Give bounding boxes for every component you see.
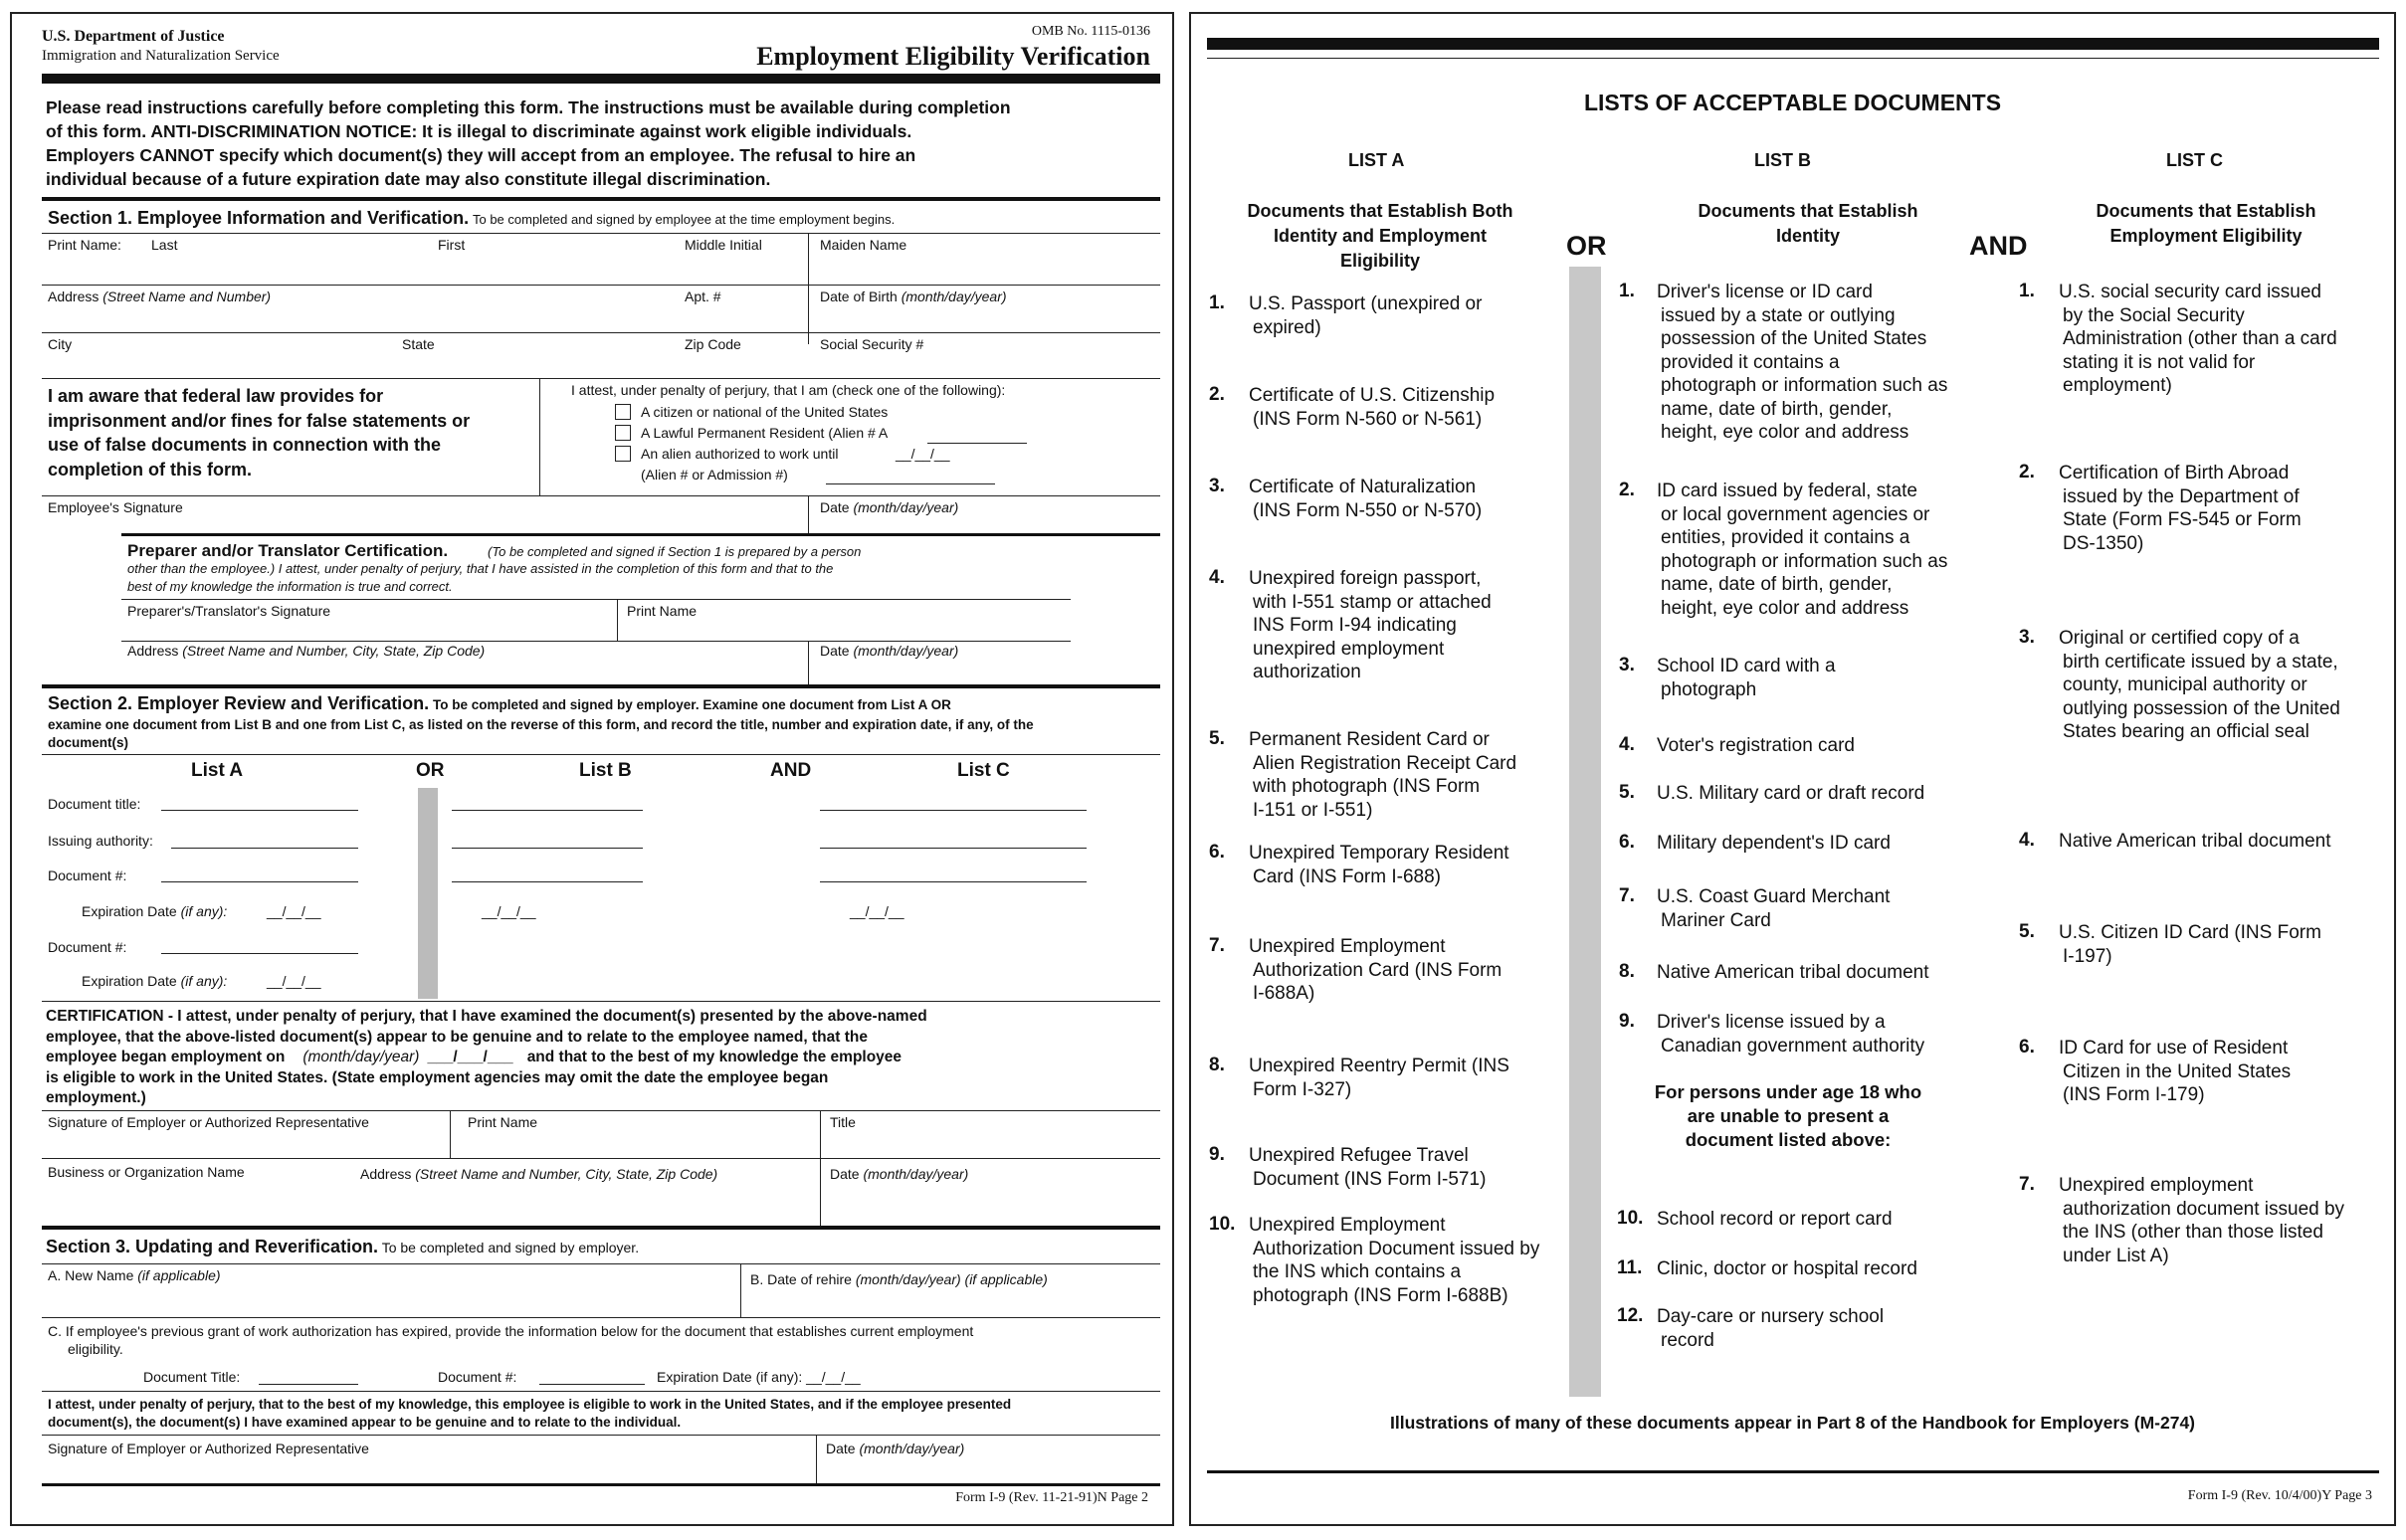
rule — [808, 641, 809, 686]
document-item-line: with photograph (INS Form — [1253, 776, 1481, 797]
reverify-attestation: I attest, under penalty of perjury, that to the best of my knowledge, this employee is eligible to work in the United States, and if the employee presented — [48, 1397, 1012, 1412]
document-item-line: issued by the Department of — [2063, 485, 2300, 507]
last-name-field[interactable]: Last — [151, 237, 178, 253]
item-number: 3. — [1619, 655, 1635, 675]
document-item-line: I-197) — [2063, 945, 2112, 967]
rule — [42, 378, 1160, 379]
list-b-heading: LIST B — [1754, 150, 1811, 170]
doc-number-label: Document #: — [48, 867, 127, 883]
document-item-line: county, municipal authority or — [2063, 674, 2307, 695]
reverify-doc-number-field[interactable] — [539, 1384, 645, 1385]
business-address-field[interactable]: Address (Street Name and Number, City, State, Zip Code) — [360, 1166, 718, 1182]
section2-heading: Section 2. Employer Review and Verification. To be completed and signed by employer. Examine one document from List A OR — [48, 693, 951, 713]
document-item — [2059, 462, 2387, 555]
lists-title: LISTS OF ACCEPTABLE DOCUMENTS — [1583, 90, 2002, 115]
document-item-line: Unexpired Refugee Travel — [1249, 1145, 1469, 1166]
item-number: 6. — [1619, 832, 1635, 853]
document-item — [1657, 885, 2005, 932]
document-item — [1249, 384, 1577, 431]
document-item-line: Unexpired Reentry Permit (INS — [1249, 1056, 1509, 1076]
rule — [808, 495, 809, 535]
employer-print-name-field[interactable]: Print Name — [468, 1114, 538, 1130]
list-c-doc-title-field[interactable] — [820, 810, 1087, 811]
rule — [1207, 58, 2379, 59]
item-number: 7. — [2019, 1174, 2035, 1195]
section2-text: document(s) — [48, 735, 128, 750]
list-a-doc-number-field[interactable] — [161, 881, 358, 882]
list-c-doc-number-field[interactable] — [820, 881, 1087, 882]
preparer-date-field[interactable]: Date (month/day/year) — [820, 643, 959, 659]
list-b-doc-number-field[interactable] — [452, 881, 643, 882]
document-item-line: Administration (other than a card — [2063, 328, 2337, 349]
document-item-line: Unexpired employment — [2059, 1175, 2254, 1196]
under-18-note: For persons under age 18 who are unable to present a document listed above: — [1654, 1081, 1922, 1150]
list-a-expiration-field[interactable]: __/__/__ — [267, 903, 321, 919]
document-item-line: authorization document issued by — [2063, 1198, 2345, 1220]
document-item-line: State (Form FS-545 or Form — [2063, 509, 2302, 530]
apt-field[interactable]: Apt. # — [685, 289, 721, 304]
list-c-heading: List C — [957, 760, 1010, 781]
document-item-line: Citizen in the United States — [2063, 1060, 2292, 1082]
document-item — [2059, 921, 2387, 968]
document-item-line: Native American tribal document — [1657, 962, 1929, 983]
federal-law-warning: I am aware that federal law provides for imprisonment and/or fines for false statements or use of false documents in connection with the completion of this form. — [48, 386, 471, 480]
document-item-line: Authorization Document issued by — [1253, 1238, 1540, 1259]
item-number: 2. — [1209, 384, 1225, 405]
item-number: 8. — [1209, 1055, 1225, 1075]
list-a-heading: LIST A — [1348, 150, 1405, 170]
document-item — [1657, 480, 2005, 620]
list-b-heading: List B — [579, 760, 632, 781]
document-item-line: entities, provided it contains a — [1661, 527, 1910, 548]
document-item — [1657, 1208, 2005, 1232]
document-item-line: U.S. Passport (unexpired or — [1249, 293, 1483, 314]
page-footer: Form I-9 (Rev. 10/4/00)Y Page 3 — [2187, 1488, 2372, 1503]
document-item-line: (INS Form N-550 or N-570) — [1253, 499, 1483, 521]
document-item — [1249, 935, 1577, 1006]
document-item-line: authorization — [1253, 662, 1361, 682]
document-item — [1249, 1144, 1577, 1191]
list-c-expiration-field[interactable]: __/__/__ — [850, 903, 904, 919]
permanent-resident-checkbox[interactable] — [615, 425, 631, 441]
document-item-line: School record or report card — [1657, 1209, 1893, 1230]
item-number: 3. — [1209, 476, 1225, 496]
list-b-expiration-field[interactable]: __/__/__ — [482, 903, 536, 919]
document-item — [2059, 281, 2387, 398]
document-item — [1249, 476, 1577, 522]
document-item-line: under List A) — [2063, 1245, 2169, 1266]
preparer-print-name-field[interactable]: Print Name — [627, 603, 698, 619]
permanent-resident-option-label: A Lawful Permanent Resident (Alien # A — [641, 425, 889, 441]
rule — [121, 641, 1071, 642]
document-item-line: Permanent Resident Card or — [1249, 729, 1490, 750]
document-item — [1249, 567, 1577, 684]
document-item-line: Original or certified copy of a — [2059, 628, 2300, 649]
first-name-field[interactable]: First — [438, 237, 466, 253]
expiration-label: Expiration Date (if any): — [82, 903, 228, 919]
document-item-line: by the Social Security — [2063, 304, 2245, 326]
rule — [42, 1158, 1160, 1159]
section-rule — [42, 1483, 1160, 1486]
certification-text: CERTIFICATION - I attest, under penalty of perjury, that I have examined the document(s) presented by the above-named employee, that the above-listed document(s) appear to be genuine and to relate to the employee named, that the employee began employment on (month/day/year) ___/___/___ and that to the best of my knowledge the employee is eligible to work in the United States. (State employment agencies may omit the date the employee began employment.) — [46, 1008, 927, 1106]
employee-date-field[interactable]: Date (month/day/year) — [820, 499, 959, 515]
list-a-doc-number-2-field[interactable] — [161, 953, 358, 954]
employer-date-field[interactable]: Date (month/day/year) — [830, 1166, 969, 1182]
or-label: OR — [416, 760, 445, 781]
item-number: 6. — [1209, 842, 1225, 863]
document-item-line: photograph or information such as — [1661, 375, 1948, 396]
attestation-text: I attest, under penalty of perjury, that I am (check one of the following): — [571, 382, 1006, 398]
rule — [42, 1110, 1160, 1111]
item-number: 6. — [2019, 1037, 2035, 1058]
item-number: 1. — [1209, 292, 1225, 313]
doc-number-2-label: Document #: — [48, 939, 127, 955]
rule — [808, 233, 809, 344]
document-item-line: Form I-327) — [1253, 1078, 1352, 1100]
list-a-description: Documents that Establish Both Identity and Employment Eligibility — [1247, 201, 1513, 271]
document-item-line: stating it is not valid for — [2063, 351, 2256, 373]
document-item — [1657, 655, 2005, 701]
employer-title-field[interactable]: Title — [830, 1114, 856, 1130]
document-item-line: Day-care or nursery school — [1657, 1306, 1885, 1327]
list-c-description: Documents that Establish Employment Eligibility — [2096, 201, 2316, 246]
item-number: 12. — [1617, 1305, 1644, 1326]
item-number: 5. — [1209, 728, 1225, 749]
document-item-line: Authorization Card (INS Form — [1253, 959, 1503, 981]
rule — [42, 1391, 1160, 1392]
document-item-line: I-688A) — [1253, 983, 1315, 1004]
item-number: 9. — [1209, 1144, 1225, 1165]
document-item-line: Alien Registration Receipt Card — [1253, 752, 1517, 774]
document-item-line: Unexpired foreign passport, — [1249, 568, 1482, 589]
agency-name: U.S. Department of Justice — [42, 28, 225, 45]
instructions-notice: Please read instructions carefully before completing this form. The instructions must be available during completion of this form. ANTI-DISCRIMINATION NOTICE: It is illegal to discriminate against work eligible individuals. Employers CANNOT specify which document(s) they will accept from an employee. The refusal to hire an individual because of a future expiration date may also constitute illegal discrimination. — [46, 97, 1011, 189]
document-item-line: Driver's license issued by a — [1657, 1012, 1886, 1033]
rule — [450, 1110, 451, 1158]
and-label: AND — [1969, 231, 2028, 261]
document-item — [1249, 292, 1577, 339]
document-item-line: I-151 or I-551) — [1253, 799, 1373, 821]
document-item-line: Clinic, doctor or hospital record — [1657, 1258, 1917, 1279]
item-number: 4. — [1209, 567, 1225, 588]
list-a-doc-title-field[interactable] — [161, 810, 358, 811]
maiden-name-field[interactable]: Maiden Name — [820, 237, 907, 253]
reverify-date-field[interactable]: Date (month/day/year) — [826, 1441, 965, 1456]
rehire-date-field[interactable]: B. Date of rehire (month/day/year) (if applicable) — [750, 1271, 1048, 1287]
middle-initial-field[interactable]: Middle Initial — [685, 237, 762, 253]
address-field[interactable]: Address (Street Name and Number) — [48, 289, 272, 304]
section2-text: examine one document from List B and one from List C, as listed on the reverse of this form, and record the title, number and expiration date, if any, of the — [48, 717, 1034, 732]
city-field[interactable]: City — [48, 336, 73, 352]
page-footer: Form I-9 (Rev. 11-21-91)N Page 2 — [955, 1490, 1148, 1505]
preparer-text: other than the employee.) I attest, under penalty of perjury, that I have assisted in the completion of this form and that to the — [127, 561, 834, 576]
item-number: 10. — [1617, 1208, 1644, 1229]
zip-field[interactable]: Zip Code — [685, 336, 741, 352]
document-item-line: height, eye color and address — [1661, 422, 1909, 443]
list-a-heading: List A — [191, 760, 244, 781]
rule — [740, 1263, 741, 1317]
document-item — [2059, 627, 2387, 744]
document-item-line: name, date of birth, gender, — [1661, 398, 1893, 420]
section-rule — [42, 1226, 1160, 1230]
top-rule — [1207, 38, 2379, 50]
reverification-text: C. If employee's previous grant of work authorization has expired, provide the information below for the document that establishes current employment — [48, 1323, 974, 1339]
list-b-doc-title-field[interactable] — [452, 810, 643, 811]
document-item — [1657, 281, 2005, 445]
rule — [42, 1435, 1160, 1436]
item-number: 5. — [1619, 782, 1635, 803]
document-item-line: INS Form I-94 indicating — [1253, 615, 1457, 636]
document-item-line: name, date of birth, gender, — [1661, 574, 1893, 595]
document-item-line: Certification of Birth Abroad — [2059, 463, 2290, 483]
doc-number-label: Document #: — [438, 1369, 517, 1385]
item-number: 1. — [1619, 281, 1635, 301]
item-number: 8. — [1619, 961, 1635, 982]
rule — [617, 599, 618, 641]
reverify-attestation: document(s), the document(s) I have examined appear to be genuine and to relate to the individual. — [48, 1415, 682, 1430]
form-page-2 — [10, 12, 1174, 1526]
document-item — [1249, 1055, 1577, 1101]
separator-bar — [418, 788, 438, 999]
document-item — [2059, 830, 2387, 854]
item-number: 2. — [1619, 480, 1635, 500]
item-number: 1. — [2019, 281, 2035, 301]
document-item-line: Certificate of U.S. Citizenship — [1249, 385, 1496, 406]
document-item-line: Card (INS Form I-688) — [1253, 866, 1441, 887]
document-item — [1657, 832, 2005, 856]
document-item-line: U.S. Citizen ID Card (INS Form — [2059, 922, 2321, 943]
issuing-authority-label: Issuing authority: — [48, 833, 153, 849]
item-number: 10. — [1209, 1214, 1236, 1235]
document-item-line: Canadian government authority — [1661, 1035, 1925, 1057]
item-number: 3. — [2019, 627, 2035, 648]
expiration-2-label: Expiration Date (if any): — [82, 973, 228, 989]
document-item-line: the INS (other than those listed — [2063, 1222, 2323, 1243]
alien-authorized-checkbox[interactable] — [615, 446, 631, 462]
business-name-field[interactable]: Business or Organization Name — [48, 1164, 245, 1180]
rule — [42, 332, 1160, 333]
document-item-line: ID card issued by federal, state — [1657, 481, 1917, 501]
document-item-line: (INS Form N-560 or N-561) — [1253, 408, 1483, 430]
document-item-line: record — [1661, 1329, 1714, 1351]
alien-authorized-option-label: An alien authorized to work until — [641, 446, 839, 462]
and-label: AND — [770, 760, 812, 781]
document-item-line: employment) — [2063, 375, 2172, 396]
reverify-expiration-field[interactable]: Expiration Date (if any): __/__/__ — [657, 1369, 861, 1385]
list-c-heading: LIST C — [2166, 150, 2223, 170]
document-item — [1657, 1011, 2005, 1058]
document-item-line: Native American tribal document — [2059, 831, 2331, 852]
document-item — [1657, 734, 2005, 758]
preparer-text: best of my knowledge the information is true and correct. — [127, 579, 453, 594]
work-until-date-field[interactable]: __/__/__ — [896, 446, 950, 462]
reverify-doc-title-field[interactable] — [259, 1384, 358, 1385]
document-item-line: Unexpired Employment — [1249, 936, 1446, 957]
document-item — [1657, 961, 2005, 985]
list-b-issuing-field[interactable] — [452, 848, 643, 849]
reverification-text: eligibility. — [68, 1341, 123, 1357]
document-item-line: possession of the United States — [1661, 328, 1927, 349]
citizen-checkbox[interactable] — [615, 404, 631, 420]
new-name-field[interactable]: A. New Name (if applicable) — [48, 1267, 221, 1283]
document-item-line: Military dependent's ID card — [1657, 833, 1891, 854]
list-a-expiration-2-field[interactable]: __/__/__ — [267, 973, 321, 989]
form-page-3 — [1189, 12, 2396, 1526]
section1-heading: Section 1. Employee Information and Verification. To be completed and signed by employee at the time employment begins. — [48, 208, 896, 228]
admission-number-label: (Alien # or Admission #) — [641, 467, 788, 482]
rule — [42, 285, 1160, 286]
document-item-line: issued by a state or outlying — [1661, 304, 1896, 326]
document-item-line: U.S. Coast Guard Merchant — [1657, 886, 1891, 907]
document-item — [1249, 1214, 1577, 1307]
document-item-line: DS-1350) — [2063, 532, 2144, 554]
item-number: 2. — [2019, 462, 2035, 482]
document-item-line: School ID card with a — [1657, 656, 1836, 676]
admission-number-field[interactable] — [826, 483, 995, 484]
header-rule — [42, 74, 1160, 84]
print-name-label: Print Name: — [48, 237, 121, 253]
document-item-line: unexpired employment — [1253, 638, 1445, 660]
preparer-heading: Preparer and/or Translator Certification. (To be completed and signed if Section 1 is prepared by a person — [127, 541, 862, 560]
section3-heading: Section 3. Updating and Reverification. To be completed and signed by employer. — [46, 1237, 640, 1256]
document-item-line: provided it contains a — [1661, 351, 1840, 373]
section-rule — [121, 533, 1160, 536]
rule — [42, 754, 1160, 755]
rule — [42, 1317, 1160, 1318]
item-number: 4. — [2019, 830, 2035, 851]
reverify-signature-field[interactable]: Signature of Employer or Authorized Representative — [48, 1441, 369, 1456]
item-number: 7. — [1209, 935, 1225, 956]
form-title: Employment Eligibility Verification — [756, 42, 1150, 71]
document-item-line: U.S. Military card or draft record — [1657, 783, 1925, 804]
rule — [42, 233, 1160, 234]
bottom-rule — [1207, 1470, 2379, 1473]
alien-number-field[interactable] — [927, 443, 1027, 444]
rule — [121, 599, 1071, 600]
document-item — [2059, 1037, 2387, 1107]
service-name: Immigration and Naturalization Service — [42, 48, 280, 64]
preparer-signature-field[interactable]: Preparer's/Translator's Signature — [127, 603, 331, 619]
document-item-line: outlying possession of the United — [2063, 697, 2340, 719]
document-item — [1657, 782, 2005, 806]
document-item-line: States bearing an official seal — [2063, 721, 2309, 742]
rule — [539, 378, 540, 495]
item-number: 5. — [2019, 921, 2035, 942]
dob-field[interactable]: Date of Birth (month/day/year) — [820, 289, 1007, 304]
citizen-option-label: A citizen or national of the United States — [641, 404, 889, 420]
list-c-issuing-field[interactable] — [820, 848, 1087, 849]
rule — [816, 1435, 817, 1484]
document-item-line: photograph (INS Form I-688B) — [1253, 1284, 1508, 1306]
doc-title-label: Document Title: — [143, 1369, 241, 1385]
document-item-line: Driver's license or ID card — [1657, 282, 1873, 302]
document-item-line: Certificate of Naturalization — [1249, 477, 1477, 497]
list-a-issuing-field[interactable] — [171, 848, 358, 849]
document-item — [1249, 728, 1577, 822]
document-item — [2059, 1174, 2387, 1267]
item-number: 4. — [1619, 734, 1635, 755]
document-item-line: Unexpired Temporary Resident — [1249, 843, 1509, 864]
document-item — [1249, 842, 1577, 888]
document-item-line: the INS which contains a — [1253, 1261, 1462, 1282]
item-number: 7. — [1619, 885, 1635, 906]
document-item-line: Unexpired Employment — [1249, 1215, 1446, 1236]
item-number: 11. — [1617, 1257, 1643, 1278]
or-label: OR — [1566, 231, 1607, 261]
rule — [42, 495, 1160, 496]
document-item-line: expired) — [1253, 316, 1321, 338]
section-rule — [42, 197, 1160, 201]
ssn-field[interactable]: Social Security # — [820, 336, 924, 352]
document-item-line: photograph or information such as — [1661, 550, 1948, 572]
preparer-address-field[interactable]: Address (Street Name and Number, City, State, Zip Code) — [127, 643, 486, 659]
document-item-line: (INS Form I-179) — [2063, 1084, 2205, 1105]
document-item-line: Mariner Card — [1661, 909, 1771, 931]
document-item-line: Document (INS Form I-571) — [1253, 1168, 1487, 1190]
section-rule — [42, 684, 1160, 688]
document-item-line: photograph — [1661, 678, 1757, 700]
document-item-line: or local government agencies or — [1661, 503, 1930, 525]
document-item-line: with I-551 stamp or attached — [1253, 591, 1492, 613]
document-item — [1657, 1257, 2005, 1281]
document-item-line: U.S. social security card issued — [2059, 282, 2321, 302]
document-item-line: birth certificate issued by a state, — [2063, 651, 2338, 673]
item-number: 9. — [1619, 1011, 1635, 1032]
doc-title-label: Document title: — [48, 796, 141, 812]
omb-number: OMB No. 1115-0136 — [1031, 24, 1150, 39]
employer-signature-field[interactable]: Signature of Employer or Authorized Representative — [48, 1114, 369, 1130]
rule — [820, 1110, 821, 1228]
document-item-line: height, eye color and address — [1661, 597, 1909, 619]
document-item — [1657, 1305, 2005, 1352]
list-b-description: Documents that Establish Identity — [1698, 201, 1918, 246]
employee-signature-field[interactable]: Employee's Signature — [48, 499, 183, 515]
rule — [42, 1001, 1160, 1002]
illustrations-note: Illustrations of many of these documents appear in Part 8 of the Handbook for Employers (M-274) — [1389, 1413, 2196, 1433]
document-item-line: ID Card for use of Resident — [2059, 1038, 2289, 1059]
document-item-line: Voter's registration card — [1657, 735, 1855, 756]
state-field[interactable]: State — [402, 336, 435, 352]
rule — [42, 1263, 1160, 1264]
